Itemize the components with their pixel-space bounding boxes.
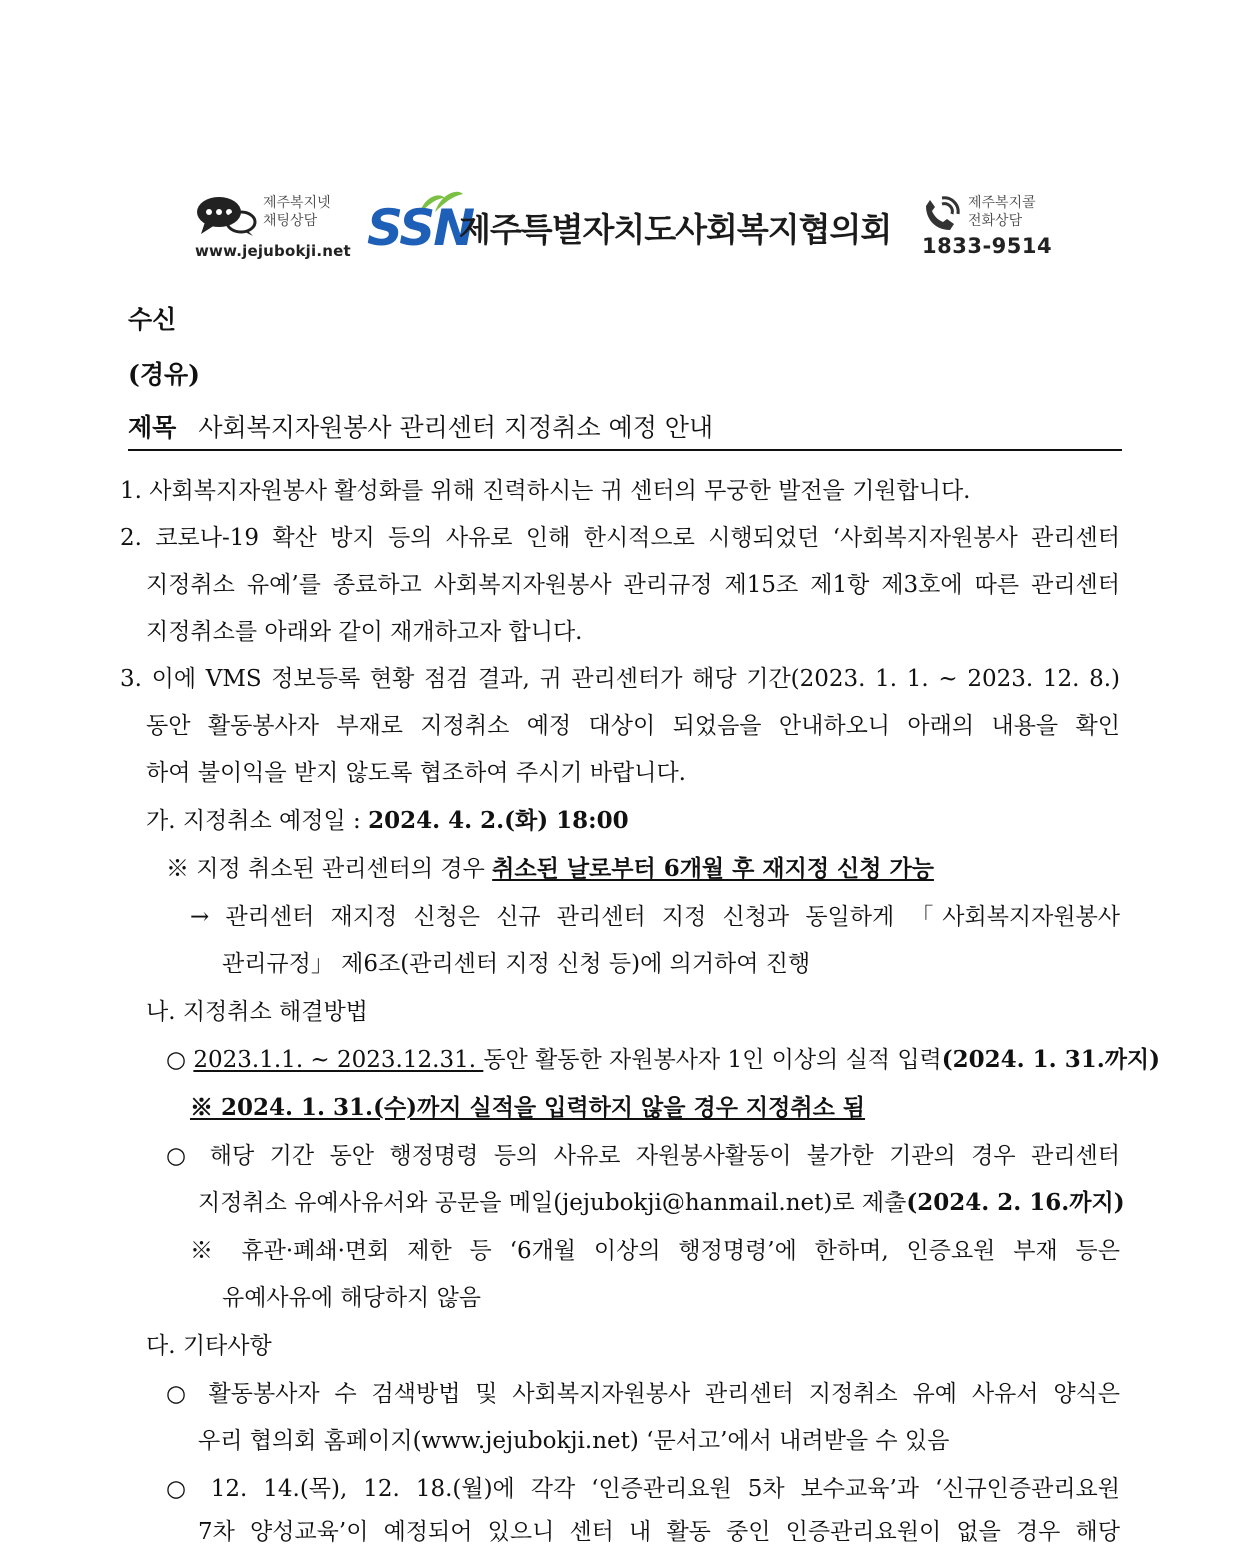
call-label-line2: 전화상담 xyxy=(968,213,1023,229)
item-da-label: 다. 기타사항 xyxy=(146,1333,272,1359)
item-ga-label: 가. 지정취소 예정일 : xyxy=(146,808,369,834)
subject-value: 사회복지자원봉사 관리센터 지정취소 예정 안내 xyxy=(198,413,714,442)
item-ga xyxy=(146,806,629,836)
paragraph-1: 1. 사회복지자원봉사 활성화를 위해 진력하시는 귀 센터의 무궁한 발전을 기원합니다. xyxy=(120,478,971,504)
item-na-bullet-1-text: 동안 활동한 자원봉사자 1인 이상의 실적 입력 xyxy=(483,1047,942,1073)
ssn-logo-text: SSN xyxy=(367,199,474,257)
item-da-bullet-1-line-1: ○ 활동봉사자 수 검색방법 및 사회복지자원봉사 관리센터 지정취소 유예 사유서 양식은 xyxy=(166,1381,1120,1407)
item-ga-arrow-line-2: 관리규정」 제6조(관리센터 지정 신청 등)에 의거하여 진행 xyxy=(222,951,811,977)
phone-icon xyxy=(920,192,964,236)
item-da-bullet-2-line-1: ○ 12. 14.(목), 12. 18.(월)에 각각 ‘인증관리요원 5차 보수교육’과 ‘신규인증관리요원 xyxy=(166,1476,1120,1502)
item-na-bullet-2-line-1: ○ 해당 기간 동안 행정명령 등의 사유로 자원봉사활동이 불가한 기관의 경우 관리센터 xyxy=(166,1143,1120,1169)
call-label-line1: 제주복지콜 xyxy=(968,195,1036,211)
paragraph-3-line-3: 하여 불이익을 받지 않도록 협조하여 주시기 바랍니다. xyxy=(146,760,686,786)
submission-deadline: (2024. 2. 16.까지) xyxy=(906,1189,1125,1216)
item-na-bullet-2-note-line-2: 유예사유에 해당하지 않음 xyxy=(222,1285,482,1311)
item-ga-arrow-line-1: → 관리센터 재지정 신청은 신규 관리센터 지정 신청과 동일하게 「사회복지자원봉사 xyxy=(190,904,1120,930)
recipient-label: 수신 xyxy=(128,305,177,334)
item-na-bullet-2-text: 지정취소 유예사유서와 공문을 메일(jejubokji@hanmail.net)로 제출 xyxy=(198,1190,907,1216)
paragraph-3-line-1: 3. 이에 VMS 정보등록 현황 점검 결과, 귀 관리센터가 해당 기간(2023. 1. 1. ~ 2023. 12. 8.) xyxy=(120,666,1120,692)
item-na-bullet-2-note-line-1: ※ 휴관·폐쇄·면회 제한 등 ‘6개월 이상의 행정명령’에 한하며, 인증요원 부재 등은 xyxy=(190,1238,1120,1264)
bullet-mark: ○ xyxy=(166,1047,194,1073)
chat-label-line1: 제주복지넷 xyxy=(263,195,331,211)
organization-name: 제주특별자치도사회복지협의회 xyxy=(459,210,892,249)
call-consult-block xyxy=(920,190,1060,262)
reapply-notice: 취소된 날로부터 6개월 후 재지정 신청 가능 xyxy=(492,855,934,882)
chat-bubble-icon xyxy=(195,194,257,238)
subject-label: 제목 xyxy=(128,413,177,442)
activity-period: 2023.1.1. ~ 2023.12.31. xyxy=(193,1047,484,1073)
website-url: www.jejubokji.net xyxy=(195,242,351,260)
input-deadline: (2024. 1. 31.까지) xyxy=(941,1046,1161,1073)
item-da-bullet-2-line-2: 7차 양성교육’이 예정되어 있으니 센터 내 활동 중인 인증관리요원이 없을 경우 해당 xyxy=(198,1519,1120,1545)
paragraph-2-line-1: 2. 코로나-19 확산 방지 등의 사유로 인해 한시적으로 시행되었던 ‘사회복지자원봉사 관리센터 xyxy=(120,525,1120,551)
header-logo-bar xyxy=(195,186,1055,266)
item-da-bullet-1-line-2: 우리 협의회 홈페이지(www.jejubokji.net) ‘문서고’에서 내려받을 수 있음 xyxy=(198,1428,950,1454)
via-label: (경유) xyxy=(128,360,200,389)
paragraph-2-line-3: 지정취소를 아래와 같이 재개하고자 합니다. xyxy=(146,619,583,645)
chat-consult-label xyxy=(263,194,331,230)
item-na-bullet-2-line-2 xyxy=(198,1188,1125,1218)
item-na-bullet-1 xyxy=(166,1045,1160,1075)
cancellation-date: 2024. 4. 2.(화) 18:00 xyxy=(368,807,629,834)
call-consult-label xyxy=(968,194,1036,230)
item-ga-note xyxy=(166,854,934,884)
item-na-bullet-1-note: ※ 2024. 1. 31.(수)까지 실적을 입력하지 않을 경우 지정취소 됨 xyxy=(190,1094,866,1121)
header-divider xyxy=(128,449,1122,451)
item-ga-note-prefix: ※ 지정 취소된 관리센터의 경우 xyxy=(166,856,493,882)
chat-consult-block xyxy=(195,190,355,262)
chat-label-line2: 채팅상담 xyxy=(263,213,318,229)
paragraph-2-line-2: 지정취소 유예’를 종료하고 사회복지자원봉사 관리규정 제15조 제1항 제3호에 따른 관리센터 xyxy=(146,572,1120,598)
call-number: 1833-9514 xyxy=(922,234,1053,258)
item-na-label: 나. 지정취소 해결방법 xyxy=(146,999,368,1025)
subject-row xyxy=(128,408,713,444)
paragraph-3-line-2: 동안 활동봉사자 부재로 지정취소 예정 대상이 되었음을 안내하오니 아래의 내용을 확인 xyxy=(146,713,1120,739)
